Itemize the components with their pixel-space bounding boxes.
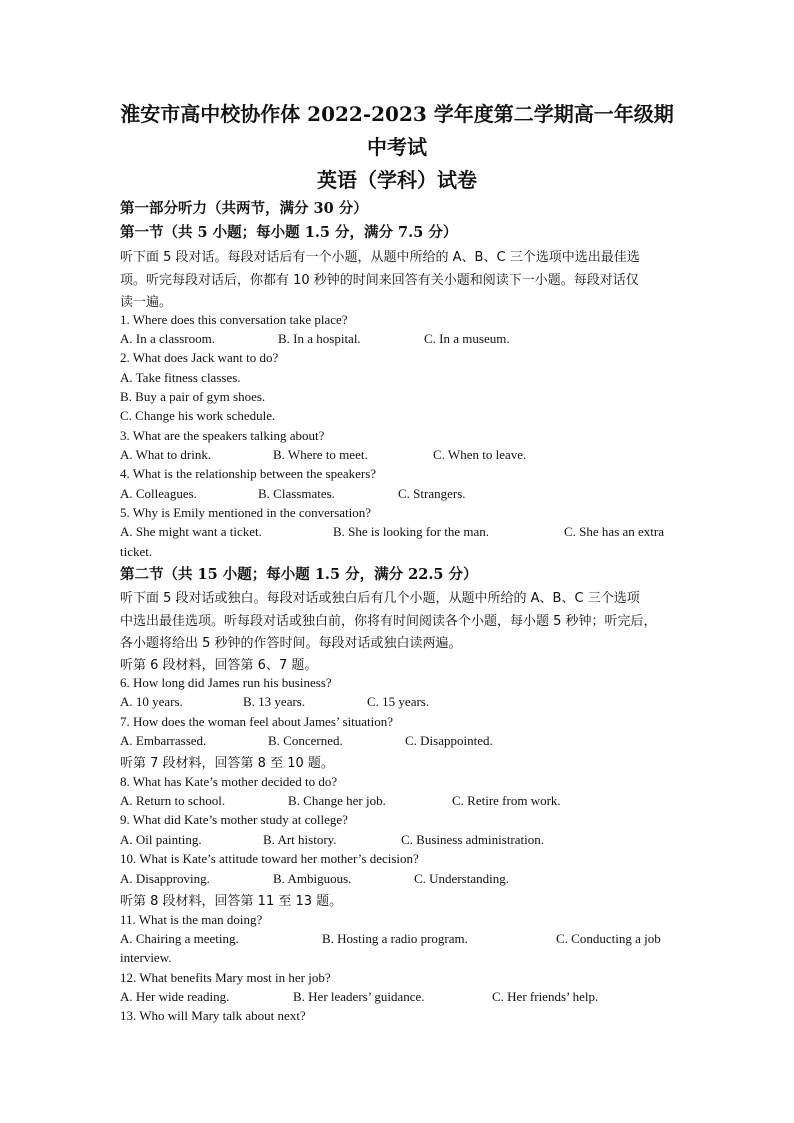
section2-instruction-line: 各小题将给出 5 秒钟的作答时间。每段对话或独白读两遍。: [120, 636, 462, 651]
option-c: C. Her friends’ help.: [492, 989, 599, 1004]
option-a: A. Take fitness classes.: [120, 370, 241, 385]
option-c: C. In a museum.: [424, 331, 510, 346]
question-11: 11. What is the man doing?: [120, 912, 263, 927]
question-1: 1. Where does this conversation take place?: [120, 312, 348, 327]
exam-title-line1: 淮安市高中校协作体 2022-2023 学年度第二学期高一年级期: [120, 102, 674, 126]
option-c: C. 15 years.: [367, 694, 430, 709]
option-a: A. Colleagues.: [120, 486, 197, 501]
question-8: 8. What has Kate’s mother decided to do?: [120, 774, 338, 789]
option-b: B. 13 years.: [243, 694, 306, 709]
option-b: B. Classmates.: [258, 486, 335, 501]
question-4: 4. What is the relationship between the speakers?: [120, 466, 377, 481]
question-9: 9. What did Kate’s mother study at college?: [120, 812, 348, 827]
option-b: B. Where to meet.: [273, 447, 368, 462]
exam-subtitle: 英语（学科）试卷: [317, 168, 477, 192]
option-c: C. Business administration.: [401, 832, 544, 847]
option-a: A. In a classroom.: [120, 331, 215, 346]
option-a: A. 10 years.: [120, 694, 183, 709]
option-c: C. Conducting a job: [556, 931, 661, 946]
section2-instruction-line: 中选出最佳选项。听每段对话或独白前，你将有时间阅读各个小题，每小题 5 秒钟；听完后，: [120, 614, 657, 629]
question-12: 12. What benefits Mary most in her job?: [120, 970, 331, 985]
option-c: C. When to leave.: [433, 447, 527, 462]
option-b: B. In a hospital.: [278, 331, 361, 346]
section2-instruction-line: 听下面 5 段对话或独白。每段对话或独白后有几个小题，从题中所给的 A、B、C 三个选项: [120, 591, 640, 606]
option-a: A. Her wide reading.: [120, 989, 230, 1004]
option-a: A. Chairing a meeting.: [120, 931, 239, 946]
option-c-continued: ticket.: [120, 544, 153, 559]
option-b: B. Ambiguous.: [273, 871, 352, 886]
option-a: A. What to drink.: [120, 447, 212, 462]
question-5: 5. Why is Emily mentioned in the conversation?: [120, 505, 372, 520]
option-b: B. Concerned.: [268, 733, 343, 748]
option-a: A. Disapproving.: [120, 871, 210, 886]
question-10: 10. What is Kate’s attitude toward her mother’s decision?: [120, 851, 419, 866]
option-c: C. Disappointed.: [405, 733, 493, 748]
question-7: 7. How does the woman feel about James’ situation?: [120, 714, 394, 729]
option-a: A. Return to school.: [120, 793, 226, 808]
option-c-continued: interview.: [120, 950, 172, 965]
section1-instruction-line: 听下面 5 段对话。每段对话后有一个小题，从题中所给的 A、B、C 三个选项中选出最佳选: [120, 250, 640, 265]
exam-title-line2: 中考试: [367, 135, 427, 159]
option-c: C. Retire from work.: [452, 793, 561, 808]
option-b: B. Buy a pair of gym shoes.: [120, 389, 266, 404]
option-b: B. Her leaders’ guidance.: [293, 989, 425, 1004]
section1-instruction-line: 读一遍。: [120, 295, 173, 310]
option-c: C. Change his work schedule.: [120, 408, 276, 423]
option-a: A. Oil painting.: [120, 832, 202, 847]
section2-heading: 第二节（共 15 小题；每小题 1.5 分，满分 22.5 分）: [120, 566, 478, 583]
option-b: B. Art history.: [263, 832, 337, 847]
section1-instruction-line: 项。听完每段对话后，你都有 10 秒钟的时间来回答有关小题和阅读下一小题。每段对话仅: [120, 273, 639, 288]
question-2: 2. What does Jack want to do?: [120, 350, 279, 365]
option-b: B. Change her job.: [288, 793, 386, 808]
option-c: C. Strangers.: [398, 486, 466, 501]
option-b: B. She is looking for the man.: [333, 524, 489, 539]
option-c: C. Understanding.: [414, 871, 509, 886]
option-c: C. She has an extra: [564, 524, 665, 539]
material-6-note: 听第 6 段材料，回答第 6、7 题。: [120, 658, 318, 673]
option-a: A. She might want a ticket.: [120, 524, 262, 539]
section1-heading: 第一节（共 5 小题；每小题 1.5 分，满分 7.5 分）: [120, 224, 458, 241]
material-7-note: 听第 7 段材料，回答第 8 至 10 题。: [120, 756, 334, 771]
option-a: A. Embarrassed.: [120, 733, 207, 748]
question-6: 6. How long did James run his business?: [120, 675, 332, 690]
material-8-note: 听第 8 段材料，回答第 11 至 13 题。: [120, 894, 343, 909]
part1-heading: 第一部分听力（共两节，满分 30 分）: [120, 200, 368, 217]
question-13: 13. Who will Mary talk about next?: [120, 1008, 306, 1023]
question-3: 3. What are the speakers talking about?: [120, 428, 325, 443]
option-b: B. Hosting a radio program.: [322, 931, 468, 946]
